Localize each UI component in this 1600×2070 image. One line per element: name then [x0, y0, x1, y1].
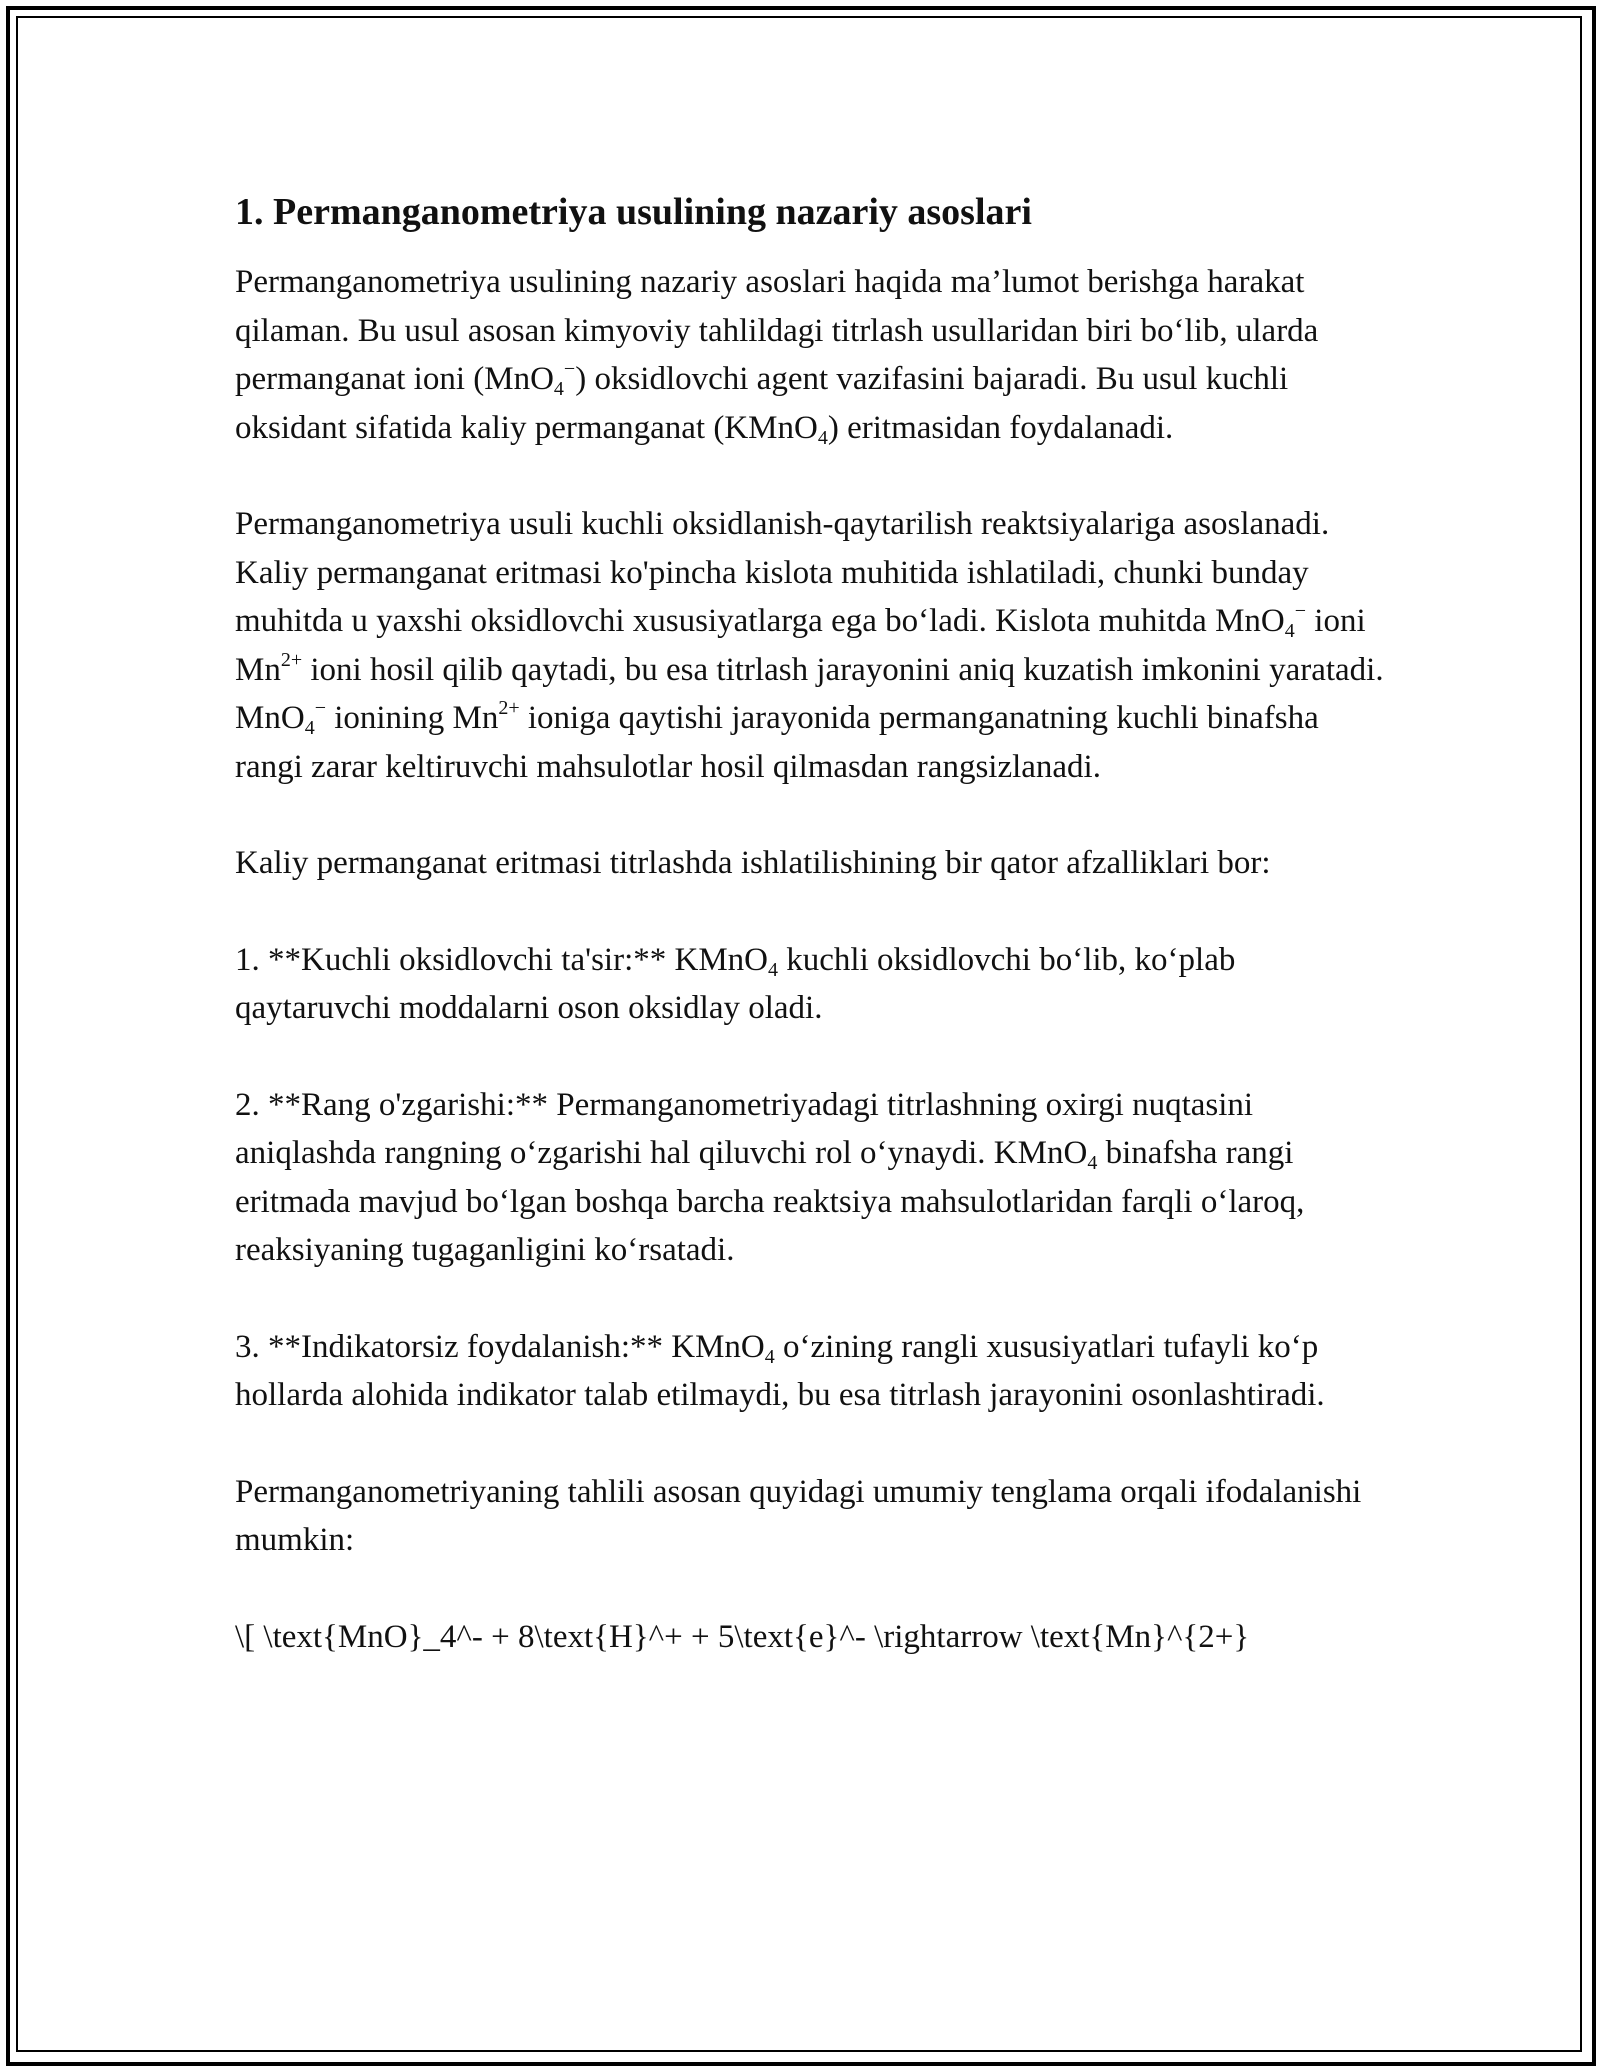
list-item-1: 1. **Kuchli oksidlovchi ta'sir:** KMnO$_4$ kuchli oksidlovchi bo‘lib, ko‘plab qaytaruvchi moddalarni oson oksidlay oladi.	[235, 941, 1236, 1026]
section-heading: 1. Permanganometriya usulining nazariy asoslari	[235, 191, 1032, 233]
paragraph-reaction: Permanganometriya usuli kuchli oksidlanish-qaytarilish reaktsiyalariga asoslanadi. Kaliy permanganat eritmasi ko'pincha kislota muhitida ishlatiladi, chunki bunday muhitda u yaxshi oksidlovchi xususiyatlarga ega bo‘ladi. Kislota muhitda MnO$_4$− ioni $Mn^{2+}$ ioni hosil qilib qaytadi, bu esa titrlash jarayonini aniq kuzatish imkonini yaratadi. MnO$_4$− ionining $Mn^{2+}$ ioniga qaytishi jarayonida permanganatning kuchli binafsha rangi zarar keltiruvchi mahsulotlar hosil qilmasdan rangsizlanadi.	[235, 506, 1384, 785]
paragraph-equation-intro: Permanganometriyaning tahlili asosan quyidagi umumiy tenglama orqali ifodalanishi mumkin:	[235, 1473, 1362, 1558]
document-body	[235, 188, 1385, 1709]
list-item-2: 2. **Rang o'zgarishi:** Permanganometriyadagi titrlashning oxirgi nuqtasini aniqlashda rangning o‘zgarishi hal qiluvchi rol o‘ynaydi. KMnO$_4$ binafsha rangi eritmada mavjud bo‘lgan boshqa barcha reaktsiya mahsulotlaridan farqli o‘laroq, reaksiyaning tugaganligini ko‘rsatadi.	[235, 1086, 1305, 1268]
list-item-3: 3. **Indikatorsiz foydalanish:** KMnO$_4$ o‘zining rangli xususiyatlari tufayli ko‘p hollarda alohida indikator talab etilmaydi, bu esa titrlash jarayonini osonlashtiradi.	[235, 1328, 1325, 1413]
paragraph-advantages: Kaliy permanganat eritmasi titrlashda ishlatilishining bir qator afzalliklari bor:	[235, 845, 1271, 881]
paragraph-intro: Permanganometriya usulining nazariy asoslari haqida ma’lumot berishga harakat qilaman. Bu usul asosan kimyoviy tahlildagi titrlash usullaridan biri bo‘lib, ularda permanganat ioni (MnO$_4$−) oksidlovchi agent vazifasini bajaradi. Bu usul kuchli oksidant sifatida kaliy permanganat (KMnO$_4$) eritmasidan foydalanadi.	[235, 264, 1319, 449]
equation-line: \[ \text{MnO}_4^- + 8\text{H}^+ + 5\text{e}^- \rightarrow \text{Mn}^{2+}	[235, 1618, 1250, 1655]
